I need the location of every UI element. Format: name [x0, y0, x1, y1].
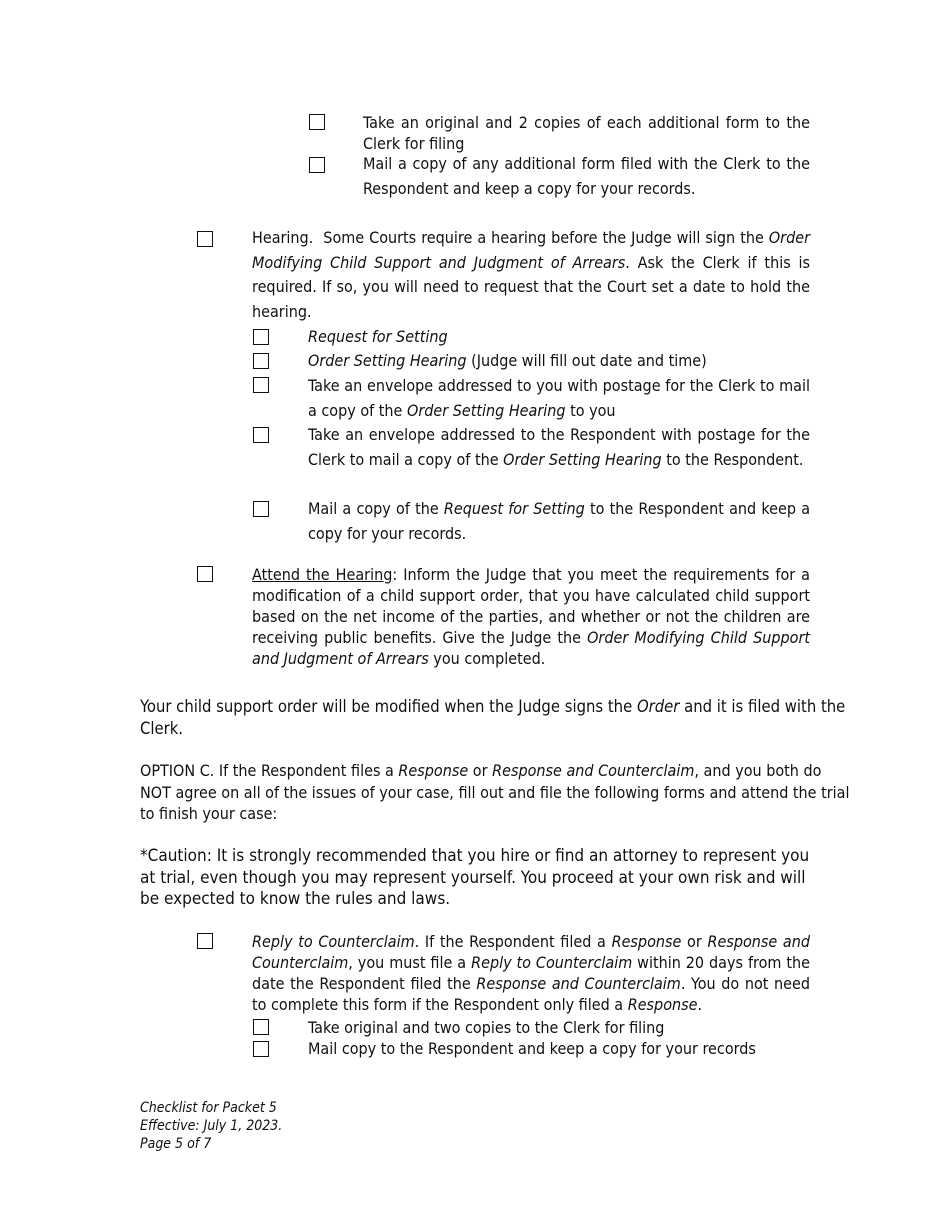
- order-modified-paragraph: Your child support order will be modified when the Judge signs the Order and it is filed with the Clerk.: [140, 697, 846, 738]
- checkbox-attend-hearing[interactable]: [197, 566, 213, 582]
- checklist-item-reply-to-counterclaim: Reply to Counterclaim. If the Respondent filed a Response or Response and Counterclaim, you must file a Reply to Counterclaim within 20 days from the date the Respondent filed the Response and Counterclaim. You do not need to complete this form if the Respondent only filed a Response.: [252, 932, 811, 1014]
- checklist-item-order-setting-hearing: Order Setting Hearing (Judge will fill out date and time): [308, 351, 707, 370]
- checklist-item-request-for-setting: Request for Setting: [308, 327, 448, 346]
- page-footer: [140, 1099, 282, 1153]
- checkbox-envelope-to-respondent[interactable]: [253, 427, 269, 443]
- checklist-item-mail-additional-form: Mail a copy of any additional form filed with the Clerk to the Respondent and keep a copy for your records.: [363, 154, 810, 198]
- caution-paragraph: *Caution: It is strongly recommended that you hire or find an attorney to represent you at trial, even though you may represent yourself. You proceed at your own risk and will be expected to know the rules and laws.: [140, 846, 810, 909]
- footer-checklist-title: Checklist for Packet 5: [140, 1100, 277, 1116]
- checklist-item-reply-mail: Mail copy to the Respondent and keep a copy for your records: [308, 1039, 756, 1058]
- checklist-item-envelope-to-you: Take an envelope addressed to you with postage for the Clerk to mail a copy of the Order Setting Hearing to you: [308, 376, 810, 420]
- checklist-item-reply-copies: Take original and two copies to the Clerk for filing: [308, 1018, 665, 1037]
- option-c-paragraph: OPTION C. If the Respondent files a Response or Response and Counterclaim, and you both do NOT agree on all of the issues of your case, fill out and file the following forms and attend the trial to finish your case:: [140, 761, 850, 823]
- option-c-label: OPTION C.: [140, 761, 215, 780]
- checkbox-envelope-to-you[interactable]: [253, 377, 269, 393]
- footer-effective-date: Effective: July 1, 2023.: [140, 1118, 283, 1134]
- checkbox-reply-mail[interactable]: [253, 1041, 269, 1057]
- reply-lead: Reply to Counterclaim: [252, 932, 415, 951]
- footer-page-number: Page 5 of 7: [140, 1136, 212, 1152]
- hearing-lead: Hearing.: [252, 228, 314, 247]
- checklist-item-hearing: Hearing. Some Courts require a hearing before the Judge will sign the Order Modifying Child Support and Judgment of Arrears. Ask the Clerk if this is required. If so, you will need to request that the Court set a date to hold the hearing.: [252, 228, 811, 321]
- checkbox-reply-to-counterclaim[interactable]: [197, 933, 213, 949]
- checkbox-additional-form-copies[interactable]: [309, 114, 325, 130]
- checklist-item-attend-hearing: Attend the Hearing: Inform the Judge that you meet the requirements for a modification of a child support order, that you have calculated child support based on the net income of the parties, and whether or not the children are receiving public benefits. Give the Judge the Order Modifying Child Support and Judgment of Arrears you completed.: [252, 565, 811, 668]
- checkbox-mail-request-for-setting[interactable]: [253, 501, 269, 517]
- checkbox-mail-additional-form[interactable]: [309, 157, 325, 173]
- checklist-item-additional-form-copies: Take an original and 2 copies of each additional form to the Clerk for filing: [363, 113, 810, 153]
- checkbox-hearing[interactable]: [197, 231, 213, 247]
- checkbox-request-for-setting[interactable]: [253, 329, 269, 345]
- attend-hearing-lead: Attend the Hearing: [252, 565, 393, 584]
- checkbox-order-setting-hearing[interactable]: [253, 353, 269, 369]
- checklist-item-mail-request-for-setting: Mail a copy of the Request for Setting to the Respondent and keep a copy for your records.: [308, 499, 811, 543]
- checklist-item-envelope-to-respondent: Take an envelope addressed to the Respondent with postage for the Clerk to mail a copy of the Order Setting Hearing to the Respondent.: [308, 425, 810, 469]
- form-name-order-modifying: Order Modifying Child Support and Judgment of Arrears: [252, 228, 810, 272]
- checkbox-reply-copies[interactable]: [253, 1019, 269, 1035]
